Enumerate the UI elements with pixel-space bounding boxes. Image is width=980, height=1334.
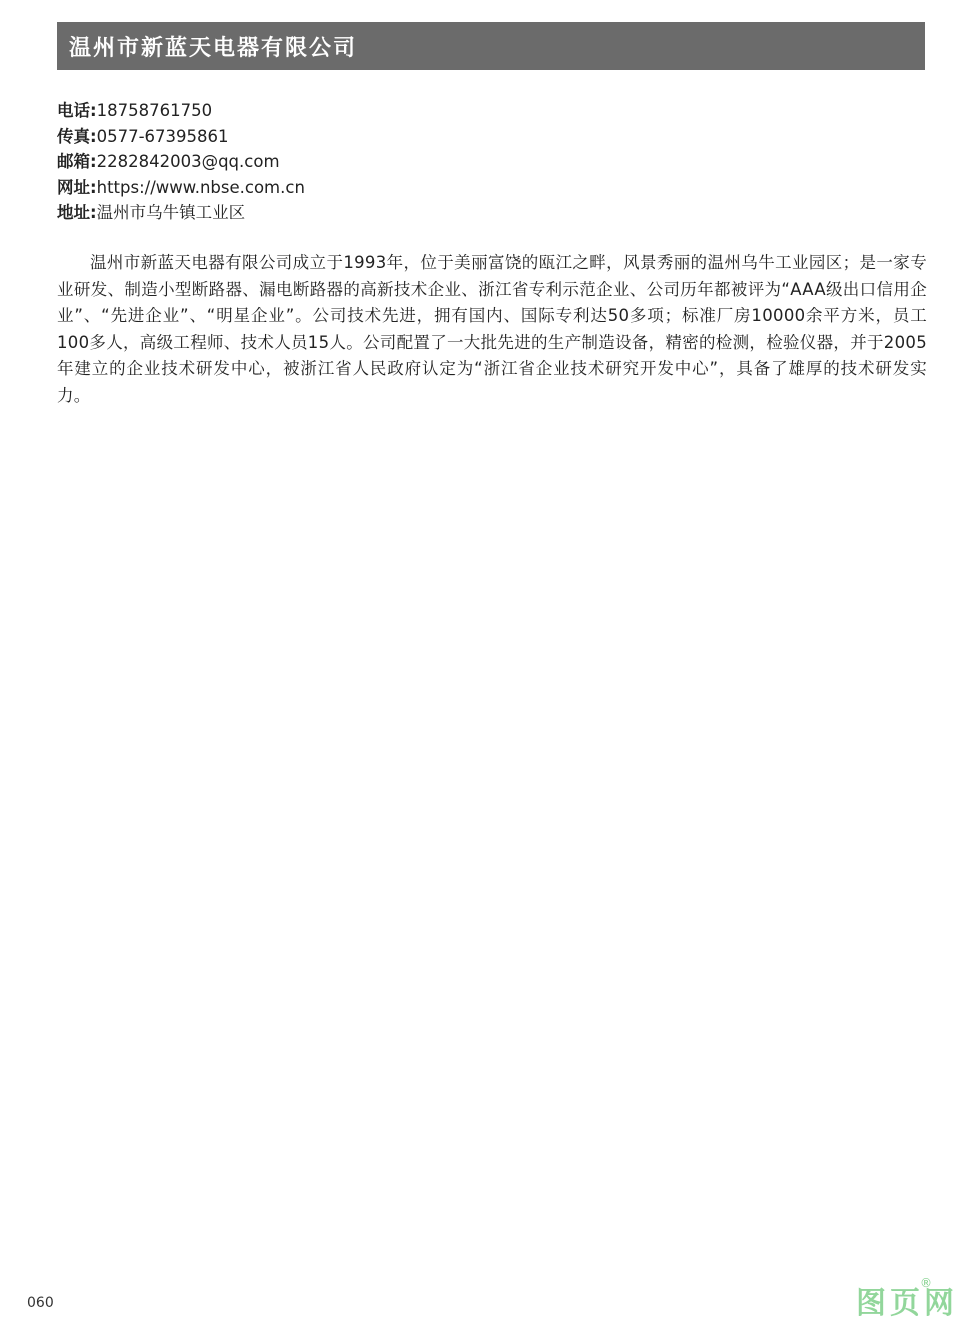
- email-separator: :: [90, 152, 97, 171]
- phone-value: 18758761750: [96, 101, 213, 120]
- contact-email: [57, 149, 925, 175]
- contact-info: [57, 98, 925, 226]
- address-label: 地址: [57, 203, 90, 222]
- watermark-logo: [856, 1276, 966, 1326]
- address-value: 温州市乌牛镇工业区: [96, 203, 246, 222]
- contact-address: [57, 200, 925, 226]
- fax-label: 传真: [57, 126, 90, 146]
- contact-website: [57, 175, 925, 201]
- email-value: 2282842003@qq.com: [96, 152, 280, 171]
- company-introduction: 温州市新蓝天电器有限公司成立于1993年，位于美丽富饶的瓯江之畔，风景秀丽的温州乌牛工业园区；是一家专业研发、制造小型断路器、漏电断路器的高新技术企业、浙江省专利示范企业、公司历年都被评为“AAA级出口信用企业”、“先进企业”、“明星企业”。公司技术先进，拥有国内、国际专利达50多项；标准厂房10000余平方米，员工100多人，高级工程师、技术人员15人。公司配置了一大批先进的生产制造设备，精密的检测，检验仪器，并于2005年建立的企业技术研发中心，被浙江省人民政府认定为“浙江省企业技术研究开发中心”，具备了雄厚的技术研发实力。: [57, 253, 927, 405]
- company-title: 温州市新蓝天电器有限公司: [69, 35, 358, 61]
- fax-separator: :: [90, 126, 97, 146]
- watermark-text: 图页网: [856, 1286, 958, 1321]
- contact-phone: [57, 98, 925, 124]
- website-value: https://www.nbse.com.cn: [96, 177, 305, 197]
- email-label: 邮箱: [57, 152, 90, 171]
- website-label: 网址: [57, 177, 90, 197]
- website-separator: :: [90, 177, 97, 197]
- phone-label: 电话: [57, 101, 90, 120]
- registered-mark-icon: ®: [920, 1276, 932, 1290]
- company-title-bar: [57, 22, 925, 70]
- phone-separator: :: [90, 101, 97, 120]
- contact-fax: [57, 124, 925, 150]
- address-separator: :: [90, 203, 97, 222]
- page-number: 060: [27, 1295, 54, 1311]
- fax-value: 0577-67395861: [96, 126, 229, 146]
